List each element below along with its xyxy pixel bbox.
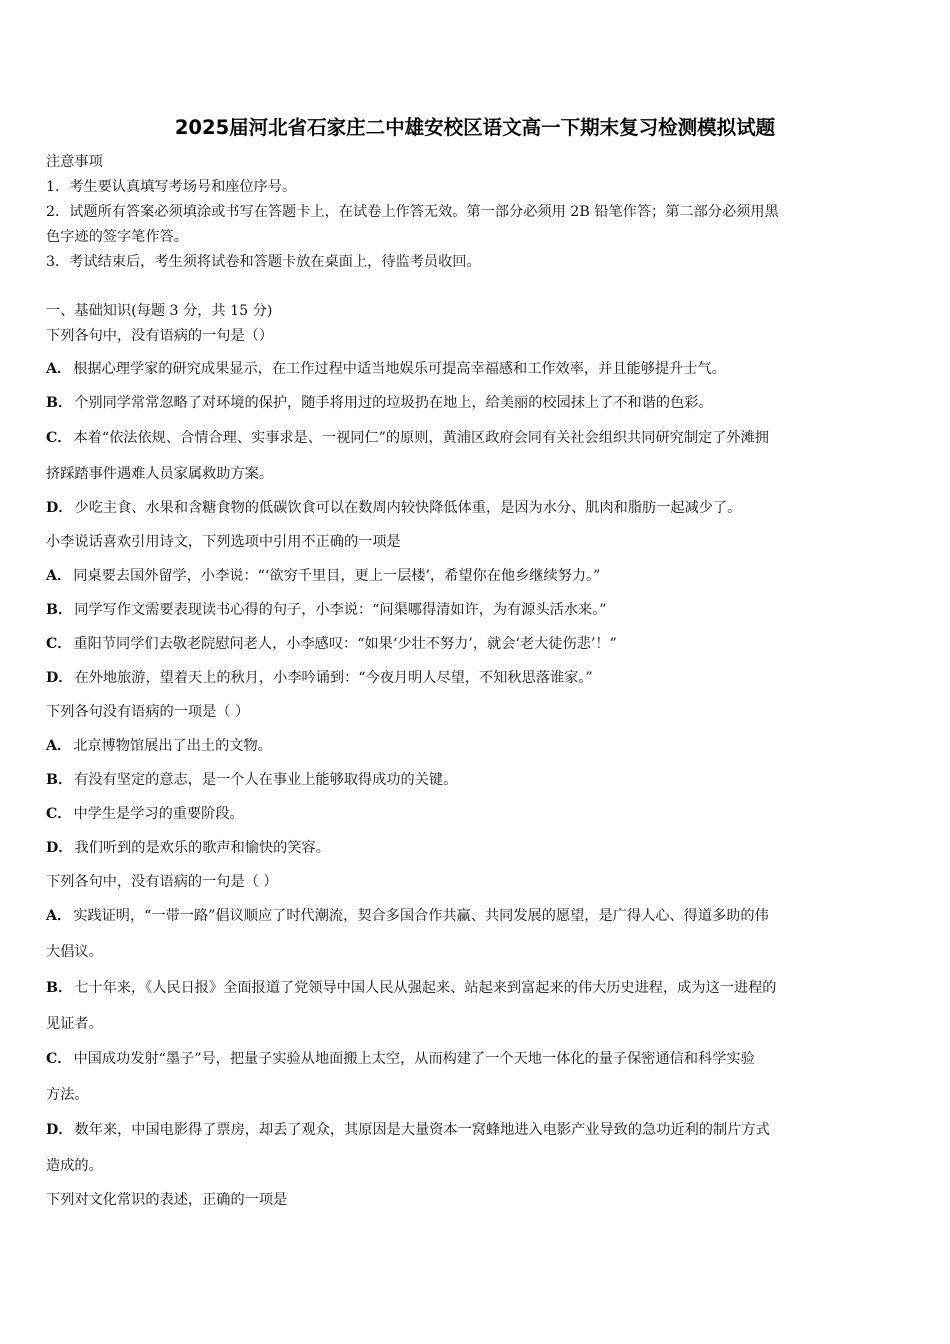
q1-option-d [46,499,908,517]
question-1-stem: 下列各句中，没有语病的一句是（） [46,328,274,344]
option-text: 中国成功发射“墨子”号，把量子实验从地面搬上太空，从而构建了一个天地一体化的量子保密通信和科学实验 [73,1051,755,1067]
notice-item-2: 2．试题所有答案必须填涂或书写在答题卡上，在试卷上作答无效。第一部分必须用 2B 铅笔作答；第二部分必须用黑 [46,204,779,220]
notice-item-2-cont: 色字迹的签字笔作答。 [46,229,188,245]
section-heading: 一、基础知识(每题 3 分，共 15 分) [46,303,273,319]
page-title: 2025届河北省石家庄二中雄安校区语文高一下期末复习检测模拟试题 [174,116,776,139]
option-letter: D． [46,500,73,516]
q1-option-a [46,360,908,378]
option-text: 本着“依法依规、合情合理、实事求是、一视同仁”的原则，黄浦区政府会同有关社会组织共同研究制定了外滩拥 [73,430,769,446]
option-letter: B． [46,980,73,996]
q4-option-d [46,1121,908,1139]
option-letter: D． [46,840,73,856]
question-3-stem: 下列各句没有语病的一项是（ ） [46,704,250,720]
q3-option-c [46,805,908,823]
q3-option-b [46,771,908,789]
option-text: 中学生是学习的重要阶段。 [73,806,244,822]
option-text: 少吃主食、水果和含糖食物的低碳饮食可以在数周内较快降低体重，是因为水分、肌肉和脂肪一起减少了。 [74,500,742,516]
notice-item-3: 3．考试结束后，考生须将试卷和答题卡放在桌面上，待监考员收回。 [46,254,481,270]
option-text: 数年来，中国电影得了票房，却丢了观众，其原因是大量资本一窝蜂地进入电影产业导致的急功近利的制片方式 [74,1122,770,1138]
option-text: 重阳节同学们去敬老院慰问老人，小李感叹：“如果‘少壮不努力’，就会‘老大徒伤悲’！” [73,636,617,652]
option-text: 北京博物馆展出了出土的文物。 [73,738,272,754]
option-letter: A． [46,908,72,924]
option-text: 有没有坚定的意志，是一个人在事业上能够取得成功的关键。 [74,772,458,788]
q1-option-b [46,394,908,412]
option-text: 同学写作文需要表现读书心得的句子，小李说：“问渠哪得清如许，为有源头活水来。” [74,602,607,618]
notice-heading: 注意事项 [46,154,103,170]
option-text: 同桌要去国外留学，小李说：“‘欲穷千里目，更上一层楼’，希望你在他乡继续努力。” [73,568,601,584]
q4-option-c [46,1050,908,1068]
option-letter: A． [46,568,72,584]
option-letter: D． [46,1122,73,1138]
option-letter: D． [46,670,73,686]
q2-option-c [46,635,908,653]
question-4-stem: 下列各句中，没有语病的一句是（ ） [46,874,278,890]
option-text: 根据心理学家的研究成果显示，在工作过程中适当地娱乐可提高幸福感和工作效率，并且能够提升士气。 [73,361,726,377]
option-letter: B． [46,772,73,788]
q4-option-c-cont: 方法。 [46,1087,89,1103]
option-letter: B． [46,395,73,411]
option-letter: C． [46,806,72,822]
option-text: 在外地旅游，望着天上的秋月，小李吟诵到：“今夜月明人尽望，不知秋思落谁家。” [74,670,593,686]
question-5-stem: 下列对文化常识的表述，正确的一项是 [46,1192,288,1208]
option-letter: B． [46,602,73,618]
q1-option-c-cont: 挤踩踏事件遇难人员家属救助方案。 [46,466,274,482]
option-letter: C． [46,636,72,652]
q4-option-b [46,979,908,997]
notice-item-1: 1．考生要认真填写考场号和座位序号。 [46,179,297,195]
question-2-stem: 小李说话喜欢引用诗文，下列选项中引用不正确的一项是 [46,534,401,550]
q2-option-a [46,567,908,585]
option-letter: A． [46,738,72,754]
option-text: 我们听到的是欢乐的歌声和愉快的笑容。 [74,840,330,856]
option-text: 七十年来，《人民日报》全面报道了党领导中国人民从强起来、站起来到富起来的伟大历史进程，成为这一进程的 [74,980,777,996]
q4-option-a-cont: 大倡议。 [46,944,103,960]
option-letter: C． [46,1051,72,1067]
q2-option-d [46,669,908,687]
option-text: 个别同学常常忽略了对环境的保护，随手将用过的垃圾扔在地上，给美丽的校园抹上了不和谐的色彩。 [74,395,713,411]
q1-option-c [46,429,908,447]
q3-option-a [46,737,908,755]
q4-option-b-cont: 见证者。 [46,1016,103,1032]
q2-option-b [46,601,908,619]
q3-option-d [46,839,908,857]
option-text: 实践证明，“一带一路”倡议顺应了时代潮流，契合多国合作共赢、共同发展的愿望，是广得人心、得道多助的伟 [73,908,769,924]
option-letter: C． [46,430,72,446]
q4-option-a [46,907,908,925]
q4-option-d-cont: 造成的。 [46,1158,103,1174]
option-letter: A． [46,361,72,377]
